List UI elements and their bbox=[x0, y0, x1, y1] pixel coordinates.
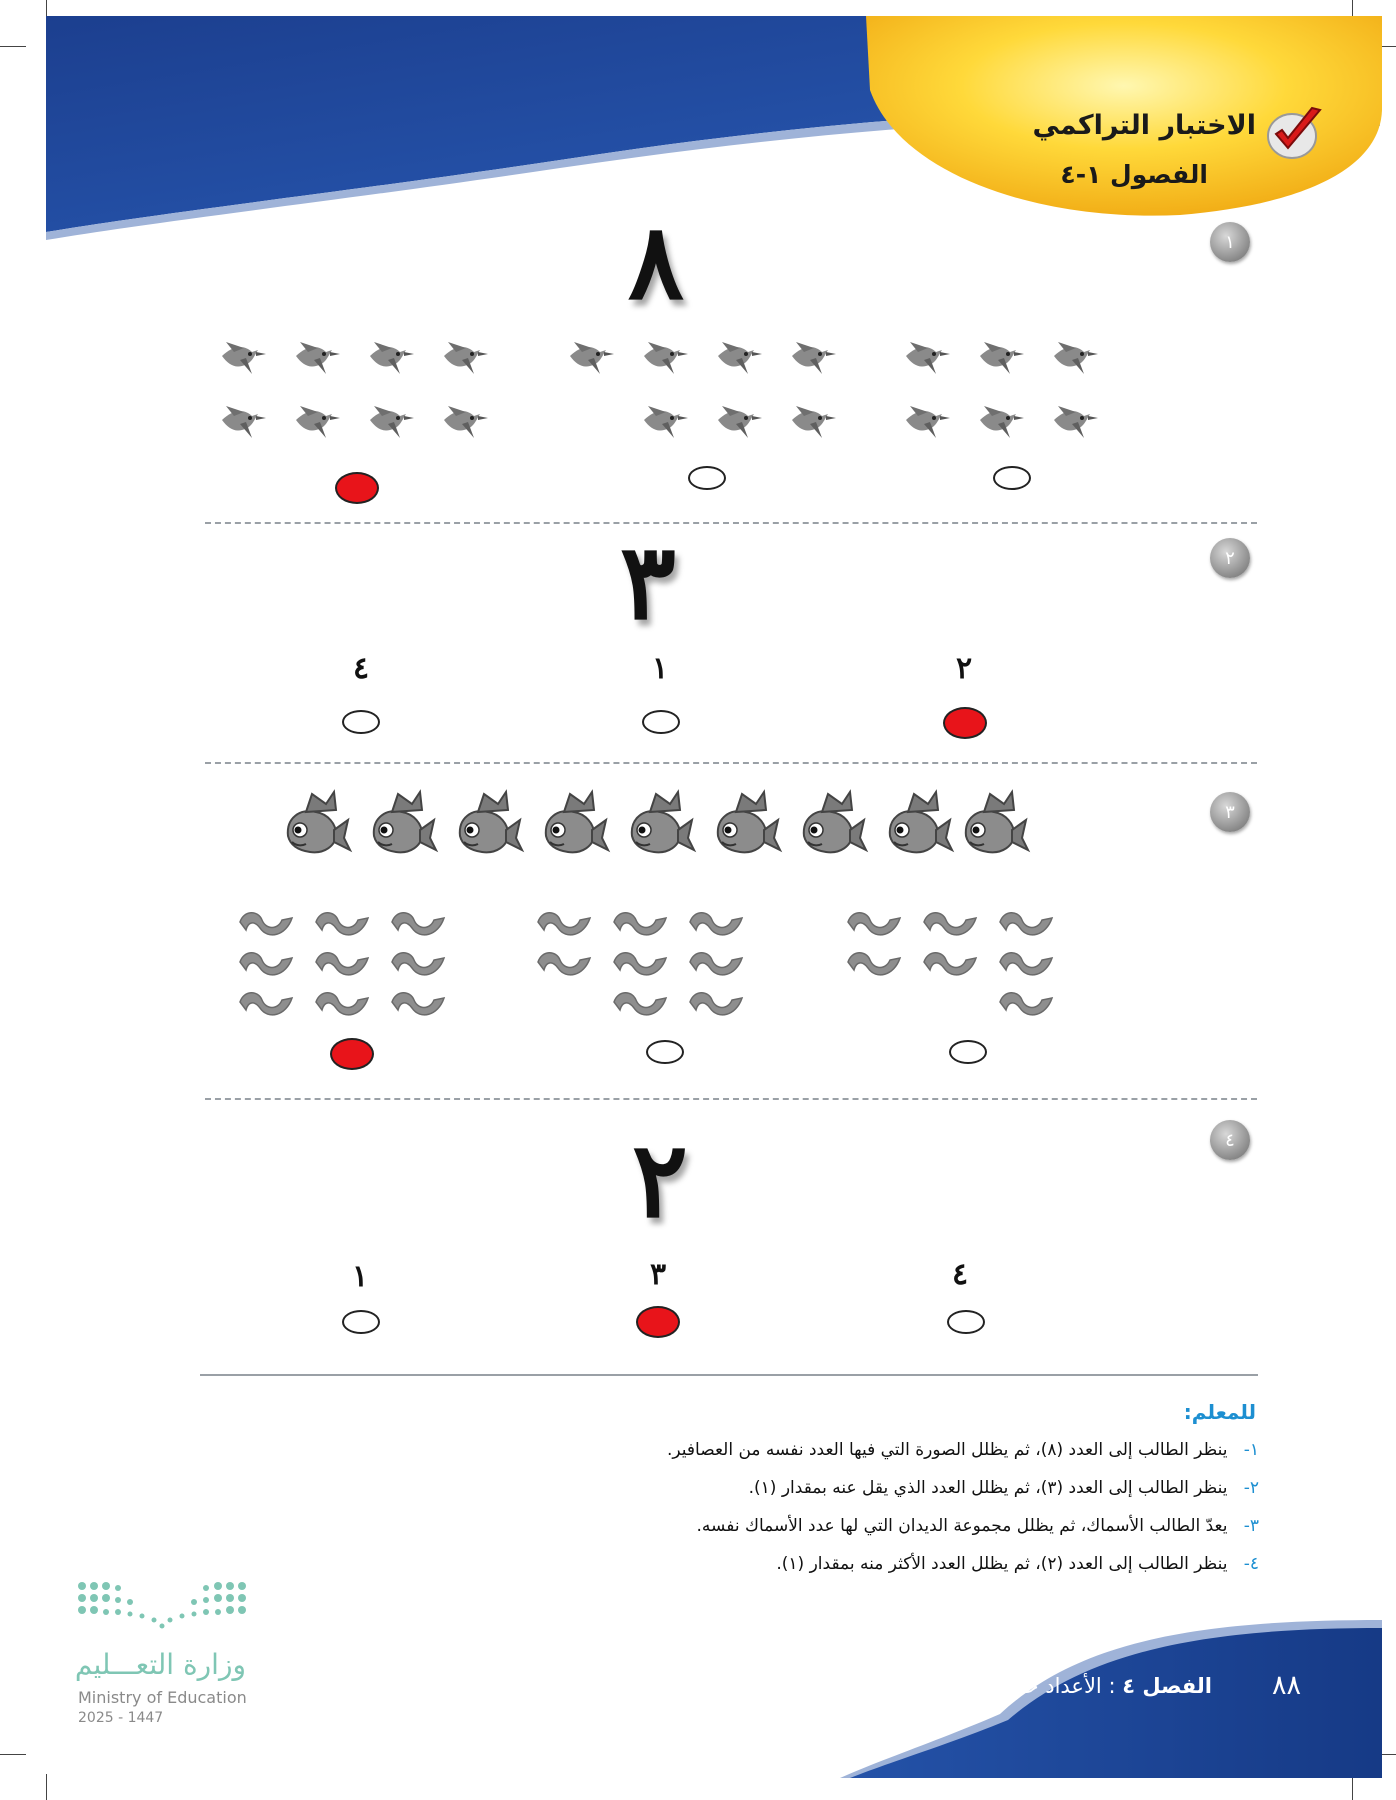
option-label: ١ bbox=[652, 651, 669, 686]
teacher-notes-heading: للمعلم: bbox=[1183, 1400, 1256, 1424]
option-label: ٤ bbox=[353, 651, 370, 686]
teacher-note-item bbox=[749, 1478, 1259, 1498]
option-label: ٤ bbox=[952, 1257, 969, 1292]
answer-bubble-selected[interactable] bbox=[335, 472, 379, 504]
worms-area bbox=[0, 900, 1396, 1030]
answer-bubble[interactable] bbox=[947, 1310, 985, 1334]
answer-bubble[interactable] bbox=[342, 1310, 380, 1334]
ministry-english-name: Ministry of Education bbox=[78, 1688, 247, 1707]
fish-row bbox=[0, 780, 1396, 880]
divider bbox=[205, 1098, 1257, 1100]
prompt-number: ٣ bbox=[620, 520, 676, 643]
ministry-arabic-name: وزارة التعـــليم bbox=[74, 1648, 246, 1681]
question-number-badge: ٢ bbox=[1210, 538, 1250, 578]
ministry-year: 2025 - 1447 bbox=[78, 1710, 164, 1726]
answer-bubble-selected[interactable] bbox=[943, 707, 987, 739]
option-label: ١ bbox=[352, 1259, 369, 1294]
chapter-title: : الأعداد حتى ١٠ bbox=[972, 1674, 1116, 1698]
option-label: ٢ bbox=[956, 651, 973, 686]
divider bbox=[205, 522, 1257, 524]
note-number: ٤- bbox=[1243, 1554, 1259, 1574]
note-text: ينظر الطالب إلى العدد (٣)، ثم يظلل العدد الذي يقل عنه بمقدار (١). bbox=[748, 1478, 1228, 1498]
option-label: ٣ bbox=[650, 1257, 667, 1292]
page-title: الاختبار التراكمي bbox=[1032, 110, 1256, 141]
note-number: ٢- bbox=[1243, 1478, 1259, 1498]
teacher-note-item bbox=[667, 1440, 1259, 1460]
note-number: ٣- bbox=[1243, 1516, 1259, 1536]
answer-bubble[interactable] bbox=[993, 466, 1031, 490]
note-number: ١- bbox=[1243, 1440, 1259, 1460]
answer-bubble[interactable] bbox=[949, 1040, 987, 1064]
teacher-note-item bbox=[697, 1516, 1259, 1536]
teacher-note-item bbox=[776, 1554, 1259, 1574]
answer-bubble-selected[interactable] bbox=[636, 1306, 680, 1338]
answer-bubble[interactable] bbox=[642, 710, 680, 734]
page-number: ٨٨ bbox=[1272, 1670, 1302, 1701]
section-rule bbox=[200, 1374, 1258, 1376]
answer-bubble[interactable] bbox=[688, 466, 726, 490]
note-text: ينظر الطالب إلى العدد (٢)، ثم يظلل العدد الأكثر منه بمقدار (١). bbox=[776, 1554, 1228, 1574]
checkmark-icon bbox=[1262, 104, 1332, 164]
answer-bubble[interactable] bbox=[342, 710, 380, 734]
question-number-badge: ١ bbox=[1210, 222, 1250, 262]
prompt-number: ٨ bbox=[628, 200, 684, 323]
question-number-badge: ٣ bbox=[1210, 792, 1250, 832]
page-subtitle: الفصول ١-٤ bbox=[1060, 160, 1208, 189]
note-text: يعدّ الطالب الأسماك، ثم يظلل مجموعة الديدان التي لها عدد الأسماك نفسه. bbox=[696, 1516, 1228, 1536]
answer-bubble-selected[interactable] bbox=[330, 1038, 374, 1070]
birds-area bbox=[0, 330, 1396, 450]
chapter-footer bbox=[972, 1674, 1212, 1698]
prompt-number: ٢ bbox=[632, 1118, 688, 1241]
note-text: ينظر الطالب إلى العدد (٨)، ثم يظلل الصورة التي فيها العدد نفسه من العصافير. bbox=[667, 1440, 1228, 1460]
chapter-label: الفصل ٤ bbox=[1122, 1674, 1212, 1698]
question-number-badge: ٤ bbox=[1210, 1120, 1250, 1160]
answer-bubble[interactable] bbox=[646, 1040, 684, 1064]
divider bbox=[205, 762, 1257, 764]
